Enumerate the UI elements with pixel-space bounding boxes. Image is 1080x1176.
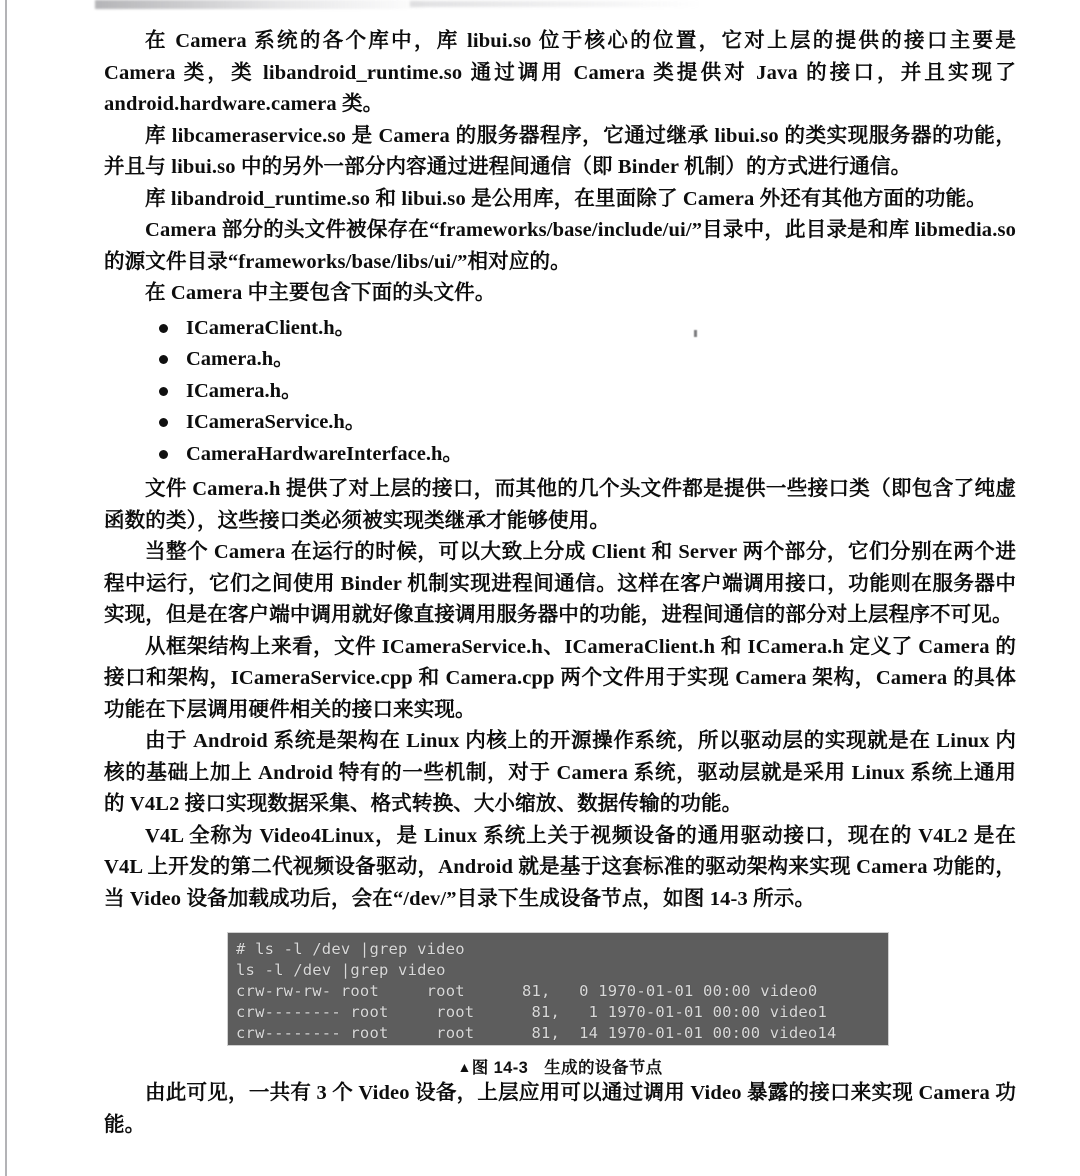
paragraph-camera-h-interface: 文件 Camera.h 提供了对上层的接口，而其他的几个头文件都是提供一些接口类（即包含了纯虚函数的类），这些接口类必须被实现类继承才能够使用。 [104, 478, 1016, 532]
terminal-line: ls -l /dev |grep video [236, 961, 446, 979]
scan-edge-line [5, 0, 7, 1176]
list-item [104, 344, 1016, 376]
paragraph-camera-libraries: 在 Camera 系统的各个库中，库 libui.so 位于核心的位置，它对上层的提供的接口主要是 Camera 类，类 libandroid_runtime.so 通过调用 Camera 类提供对 Java 的接口，并且实现了 android.hardware.camera 类。 [104, 30, 1016, 115]
paragraph-conclusion: 由此可见，一共有 3 个 Video 设备，上层应用可以通过调用 Video 暴露的接口来实现 Camera 功能。 [104, 1082, 1016, 1136]
list-item [104, 439, 1016, 471]
terminal-line: # ls -l /dev |grep video [236, 940, 465, 958]
bullet-icon [159, 324, 168, 333]
figure-caption-text: 生成的设备节点 [544, 1059, 663, 1077]
bullet-icon [159, 355, 168, 364]
terminal-output-image [228, 933, 888, 1045]
list-item [104, 407, 1016, 439]
paragraph-client-server: 当整个 Camera 在运行的时候，可以大致上分成 Client 和 Server 两个部分，它们分别在两个进程中运行，它们之间使用 Binder 机制实现进程间通信。这样在客户端调用接口，功能则在服务器中实现，但是在客户端中调用就好像直接调用服务器中的功能，进程间通信的部分对上层程序不可见。 [104, 541, 1016, 626]
terminal-line: crw-------- root root 81, 1 1970-01-01 00:00 video1 [236, 1003, 827, 1021]
paragraph-header-files-intro: 在 Camera 中主要包含下面的头文件。 [145, 282, 496, 304]
page-content [104, 26, 1016, 1141]
list-item-label: CameraHardwareInterface.h。 [186, 442, 463, 465]
figure-caption-label: 图 14-3 [471, 1059, 529, 1077]
bullet-icon [159, 387, 168, 396]
list-item-label: ICamera.h。 [186, 379, 302, 402]
paragraph-android-linux-driver: 由于 Android 系统是架构在 Linux 内核上的开源操作系统，所以驱动层的实现就是在 Linux 内核的基础上加上 Android 特有的一些机制，对于 Camera 系统，驱动层就是采用 Linux 系统上通用的 V4L2 接口实现数据采集、格式转换、大小缩放、数据传输的功能。 [104, 730, 1016, 815]
bullet-icon [159, 418, 168, 427]
terminal-line: crw-------- root root 81, 14 1970-01-01 00:00 video14 [236, 1024, 837, 1042]
terminal-line: crw-rw-rw- root root 81, 0 1970-01-01 00:00 video0 [236, 982, 818, 1000]
figure-14-3 [104, 933, 1016, 1078]
scan-top-artifact-secondary [410, 1, 700, 7]
paragraph-header-file-location: Camera 部分的头文件被保存在“frameworks/base/include/ui/”目录中，此目录是和库 libmedia.so 的源文件目录“frameworks/base/libs/ui/”相对应的。 [104, 219, 1016, 273]
list-item-label: ICameraService.h。 [186, 411, 366, 433]
list-item-label: Camera.h。 [186, 348, 294, 370]
list-item [104, 376, 1016, 408]
list-item [104, 313, 1016, 345]
list-item-label: ICameraClient.h。 [186, 316, 356, 339]
header-file-list [104, 313, 1016, 471]
scan-top-artifact [95, 0, 425, 9]
paragraph-framework-structure: 从框架结构上来看，文件 ICameraService.h、ICameraClient.h 和 ICamera.h 定义了 Camera 的接口和架构，ICameraService.cpp 和 Camera.cpp 两个文件用于实现 Camera 架构，Camera 的具体功能在下层调用硬件相关的接口来实现。 [104, 635, 1016, 721]
paragraph-libcameraservice: 库 libcameraservice.so 是 Camera 的服务器程序，它通过继承 libui.so 的类实现服务器的功能，并且与 libui.so 中的另外一部分内容通过进程间通信（即 Binder 机制）的方式进行通信。 [104, 124, 1016, 178]
paragraph-shared-libraries: 库 libandroid_runtime.so 和 libui.so 是公用库，在里面除了 Camera 外还有其他方面的功能。 [145, 187, 987, 210]
triangle-marker-icon: ▲ [457, 1059, 472, 1075]
bullet-icon [159, 450, 168, 459]
figure-caption [104, 1054, 1016, 1078]
paragraph-v4l-description: V4L 全称为 Video4Linux，是 Linux 系统上关于视频设备的通用驱动接口，现在的 V4L2 是在 V4L 上开发的第二代视频设备驱动，Android 就是基于这套标准的驱动架构来实现 Camera 功能的，当 Video 设备加载成功后，会在“/dev/”目录下生成设备节点，如图 14-3 所示。 [104, 824, 1016, 910]
